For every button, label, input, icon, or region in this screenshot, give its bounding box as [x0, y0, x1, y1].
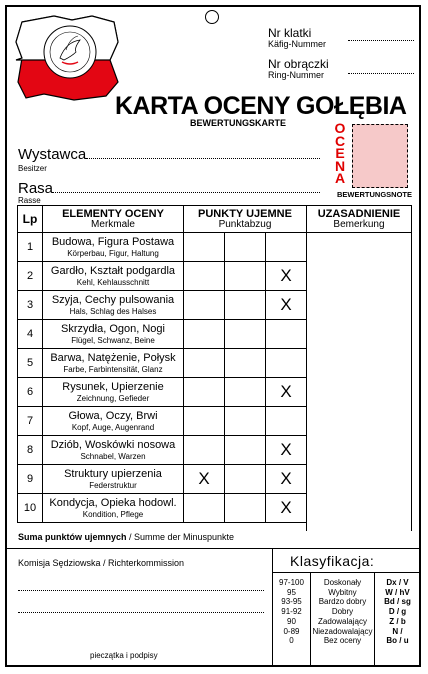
- criterion-pl: Kondycja, Opieka hodowl.: [49, 497, 177, 509]
- pieczatka-label: pieczątka i podpisy: [90, 651, 158, 660]
- criterion-de: Flügel, Schwanz, Beine: [71, 336, 155, 345]
- row-number: 4: [18, 320, 43, 349]
- ring-label: Ring-Nummer: [268, 70, 325, 80]
- criterion-cell: [43, 349, 184, 378]
- row-number: 7: [18, 407, 43, 436]
- criterion-pl: Budowa, Figura Postawa: [51, 236, 175, 248]
- penalty-cell-3[interactable]: X: [266, 262, 307, 291]
- klasyfikacja-pl: Doskonały Wybitny Bardzo dobry Dobry Zadowalający Niezadowalający Bez oceny: [312, 578, 373, 646]
- penalty-cell-2[interactable]: [225, 233, 266, 262]
- criterion-de: Kondition, Pflege: [82, 510, 144, 519]
- ocena-letters: [333, 122, 347, 185]
- rasa-label: Rasa: [18, 180, 54, 197]
- suma-label: [18, 532, 234, 542]
- kafig-label: Käfig-Nummer: [268, 39, 327, 49]
- suma-pl: Suma punktów ujemnych: [18, 532, 127, 542]
- club-logo: [14, 12, 134, 104]
- penalty-cell-2[interactable]: [225, 407, 266, 436]
- wystawca-field[interactable]: [86, 158, 320, 159]
- row-number: 8: [18, 436, 43, 465]
- criterion-pl: Gardło, Kształt podgardla: [50, 265, 176, 277]
- penalty-cell-3[interactable]: X: [266, 436, 307, 465]
- signature-line[interactable]: [18, 590, 264, 591]
- penalty-cell-1[interactable]: [184, 291, 225, 320]
- komisja-label: Komisja Sędziowska / Richterkommission: [18, 558, 185, 568]
- penalty-cell-1[interactable]: [184, 407, 225, 436]
- criterion-de: Federstruktur: [89, 481, 137, 490]
- card-subtitle: BEWERTUNGSKARTE: [190, 118, 286, 128]
- nr-klatki-label: Nr klatki: [268, 26, 312, 40]
- criterion-cell: [43, 436, 184, 465]
- penalty-cell-2[interactable]: [225, 262, 266, 291]
- criterion-pl: Skrzydła, Ogon, Nogi: [61, 323, 165, 335]
- divider: [5, 548, 421, 549]
- penalty-cell-1[interactable]: X: [184, 465, 225, 494]
- ocena-letter: E: [335, 145, 345, 162]
- ocena-letter: A: [334, 170, 346, 187]
- criterion-de: Zeichnung, Gefieder: [76, 394, 150, 403]
- row-number: 9: [18, 465, 43, 494]
- penalty-cell-1[interactable]: [184, 494, 225, 523]
- ocena-letter: C: [334, 132, 346, 149]
- suma-de: / Summe der Minuspunkte: [126, 532, 235, 542]
- row-number: 10: [18, 494, 43, 523]
- nr-klatki-field[interactable]: [348, 40, 414, 41]
- row-number: 6: [18, 378, 43, 407]
- criterion-cell: [43, 233, 184, 262]
- penalty-cell-2[interactable]: [225, 465, 266, 494]
- penalty-cell-1[interactable]: [184, 349, 225, 378]
- nr-obraczki-label: Nr obrączki: [268, 57, 329, 71]
- criterion-de: Kopf, Auge, Augenrand: [71, 423, 155, 432]
- penalty-cell-3[interactable]: [266, 233, 307, 262]
- criterion-cell: [43, 320, 184, 349]
- table-row: [18, 233, 412, 262]
- penalty-cell-3[interactable]: [266, 349, 307, 378]
- penalty-cell-3[interactable]: [266, 320, 307, 349]
- criterion-pl: Głowa, Oczy, Brwi: [68, 410, 158, 422]
- wystawca-label: Wystawca: [18, 146, 87, 163]
- evaluation-table: [17, 205, 412, 531]
- penalty-cell-2[interactable]: [225, 436, 266, 465]
- criterion-cell: [43, 291, 184, 320]
- criterion-de: Kehl, Kehlausschnitt: [76, 278, 150, 287]
- penalty-cell-3[interactable]: X: [266, 494, 307, 523]
- criterion-cell: [43, 378, 184, 407]
- divider: [272, 572, 421, 573]
- punch-hole: [205, 10, 219, 24]
- besitzer-label: Besitzer: [18, 164, 47, 173]
- criterion-pl: Rysunek, Upierzenie: [62, 381, 164, 393]
- rasse-label: Rasse: [18, 196, 41, 205]
- rasa-field[interactable]: [52, 192, 320, 193]
- penalty-cell-2[interactable]: [225, 494, 266, 523]
- criterion-de: Schnabel, Warzen: [80, 452, 146, 461]
- penalty-cell-2[interactable]: [225, 349, 266, 378]
- row-number: 2: [18, 262, 43, 291]
- criterion-de: Farbe, Farbintensität, Glanz: [63, 365, 163, 374]
- penalty-cell-2[interactable]: [225, 291, 266, 320]
- criterion-cell: [43, 262, 184, 291]
- penalty-cell-3[interactable]: X: [266, 465, 307, 494]
- criterion-cell: [43, 407, 184, 436]
- bewertungsnote-label: BEWERTUNGSNOTE: [337, 190, 412, 199]
- penalty-cell-3[interactable]: X: [266, 291, 307, 320]
- card-title: KARTA OCENY GOŁĘBIA: [115, 92, 407, 120]
- row-number: 5: [18, 349, 43, 378]
- criterion-pl: Dziób, Woskówki nosowa: [50, 439, 176, 451]
- klasyfikacja-points: 97-100 95 93-95 91-92 90 0-89 0: [279, 578, 304, 646]
- penalty-cell-3[interactable]: X: [266, 378, 307, 407]
- criterion-pl: Szyja, Cechy pulsowania: [51, 294, 175, 306]
- penalty-cell-1[interactable]: [184, 320, 225, 349]
- penalty-cell-2[interactable]: [225, 320, 266, 349]
- penalty-cell-1[interactable]: [184, 378, 225, 407]
- criterion-de: Körperbau, Figur, Haltung: [67, 249, 159, 258]
- uzasadnienie-cell[interactable]: [307, 233, 412, 532]
- criterion-pl: Struktury upierzenia: [64, 468, 162, 480]
- signature-line[interactable]: [18, 612, 264, 613]
- row-number: 1: [18, 233, 43, 262]
- klasyfikacja-de: Dx / V W / hV Bd / sg D / g Z / b N / Bo / u: [384, 578, 411, 646]
- nr-obraczki-field[interactable]: [348, 73, 414, 74]
- penalty-cell-2[interactable]: [225, 378, 266, 407]
- penalty-cell-1[interactable]: [184, 436, 225, 465]
- header-punkty: PUNKTY UJEMNE Punktabzug: [184, 206, 307, 233]
- penalty-cell-1[interactable]: [184, 233, 225, 262]
- ocena-box[interactable]: [352, 124, 408, 188]
- criterion-cell: [43, 494, 184, 523]
- penalty-cell-3[interactable]: [266, 407, 307, 436]
- klasyfikacja-title: Klasyfikacja:: [290, 553, 375, 569]
- penalty-cell-1[interactable]: [184, 262, 225, 291]
- row-number: 3: [18, 291, 43, 320]
- header-lp: Lp: [18, 206, 43, 233]
- ocena-letter: O: [334, 120, 346, 136]
- criterion-de: Hals, Schlag des Halses: [69, 307, 157, 316]
- cage-fields: [268, 26, 329, 80]
- criterion-cell: [43, 465, 184, 494]
- header-uzasadnienie: UZASADNIENIE Bemerkung: [307, 206, 412, 233]
- criterion-pl: Barwa, Natężenie, Połysk: [50, 352, 176, 364]
- ocena-letter: N: [334, 157, 346, 174]
- header-elementy: ELEMENTY OCENY Merkmale: [43, 206, 184, 233]
